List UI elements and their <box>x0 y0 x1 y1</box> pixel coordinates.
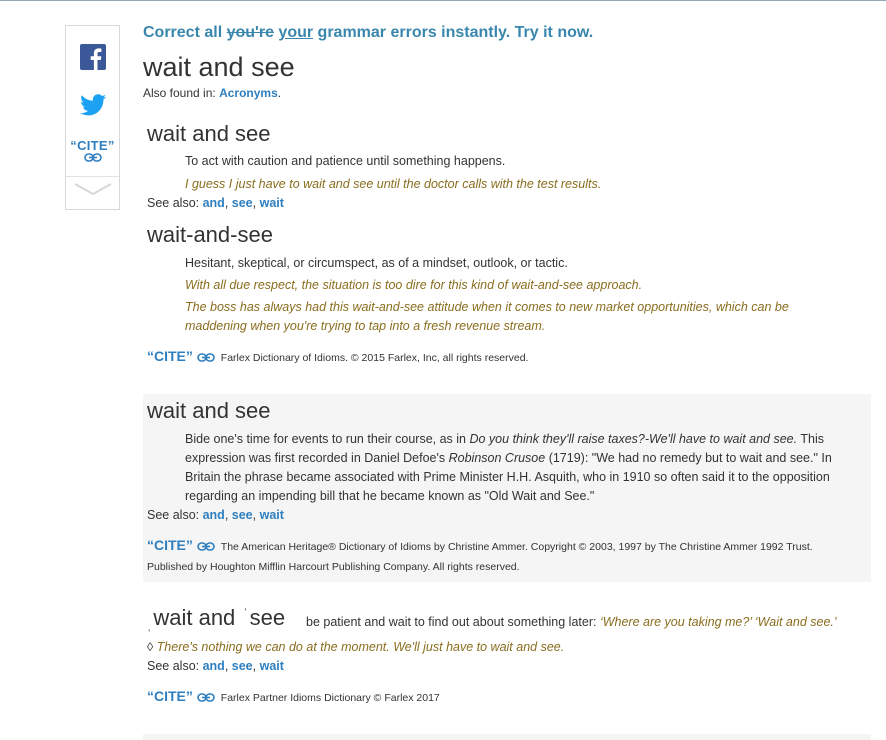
see-also: See also: and, see, wait <box>147 196 284 210</box>
twitter-share-button[interactable] <box>66 94 119 121</box>
facebook-share-button[interactable] <box>66 44 119 75</box>
definition-example: Do you think they'll raise taxes?-We'll have to wait and see. <box>469 432 798 446</box>
headword-part: see <box>249 605 286 630</box>
entry-example: There's nothing we can do at the moment. We'll just have to wait and see. <box>153 640 565 654</box>
see-also-link-see[interactable]: see <box>231 508 253 522</box>
definition-text: Bide one's time for events to run their course, as in <box>185 432 470 446</box>
book-title: Robinson Crusoe <box>448 451 546 465</box>
see-also-link-and[interactable]: and <box>202 196 225 210</box>
entry-example-line <box>147 638 847 657</box>
promo-strike-word: you're <box>226 24 274 41</box>
see-also-label: See also: <box>147 659 203 673</box>
entry-example: ‘Where are you taking me?’ ‘Wait and see.’ <box>599 615 837 629</box>
acronyms-link[interactable]: Acronyms <box>219 86 278 100</box>
promo-text: Correct all <box>143 24 227 41</box>
promo-underline-word: your <box>278 24 314 41</box>
entry-example: With all due respect, the situation is too dire for this kind of wait-and-see approach. <box>185 278 643 292</box>
source-text: The American Heritage® Dictionary of Idioms by Christine Ammer. Copyright © 2003, 1997 by The Christine Ammer 1992 Trust. Published by Houghton Mifflin Harcourt Publishing Company. All rights reserved. <box>147 541 813 573</box>
source-text: Farlex Partner Idioms Dictionary © Farlex 2017 <box>220 692 440 704</box>
sidebar-divider <box>66 176 119 177</box>
source-citation <box>147 686 440 708</box>
source-citation <box>147 535 857 577</box>
see-also-link-see[interactable]: see <box>231 196 253 210</box>
cite-link-label: “CITE” <box>147 537 193 553</box>
headword-part: wait and <box>153 605 236 630</box>
cite-link-label: “CITE” <box>147 688 193 704</box>
entry-definition: To act with caution and patience until something happens. <box>185 154 506 168</box>
cite-link[interactable] <box>147 688 219 704</box>
also-found-label: Also found in: <box>143 86 220 100</box>
cite-link[interactable] <box>147 537 219 553</box>
see-also: See also: and, see, wait <box>147 508 284 522</box>
link-icon <box>197 353 215 362</box>
see-also-label: See also: <box>147 196 203 210</box>
page-title: wait and see <box>143 52 295 82</box>
also-found-in <box>143 86 281 100</box>
share-sidebar <box>65 25 120 210</box>
bullet-mark: ◊ <box>147 640 154 654</box>
entry-definition <box>185 430 865 506</box>
promo-text-end: grammar errors instantly. Try it now. <box>313 24 594 41</box>
entry-headword: wait-and-see <box>147 222 273 247</box>
grammar-promo-link[interactable] <box>143 24 593 42</box>
see-also-link-wait[interactable]: wait <box>259 659 284 673</box>
definition-text: This expression was first recorded in Daniel Defoe's <box>185 432 824 465</box>
see-also-link-and[interactable]: and <box>202 659 225 673</box>
facebook-icon <box>80 44 106 70</box>
see-also-link-see[interactable]: see <box>231 659 253 673</box>
entry-definition <box>306 615 837 629</box>
see-also-link-wait[interactable]: wait <box>259 508 284 522</box>
link-icon <box>84 153 102 162</box>
source-citation <box>147 346 528 368</box>
next-section <box>143 734 871 740</box>
entry-definition: Hesitant, skeptical, or circumspect, as of a mindset, outlook, or tactic. <box>185 256 568 270</box>
stress-mark: ˈ <box>243 606 248 621</box>
cite-button[interactable] <box>66 138 119 162</box>
link-icon <box>197 693 215 702</box>
see-also-label: See also: <box>147 508 203 522</box>
entry-example: I guess I just have to wait and see until the doctor calls with the test results. <box>185 177 602 191</box>
also-found-period: . <box>277 86 282 100</box>
definition-text: (1719): "We had no remedy but to wait and see." In Britain the phrase became associated with Prime Minister H.H. Asquith, who in 1910 so often said it to the opposition regarding an impending bill that he became known as "Old Wait and See." <box>185 451 832 503</box>
cite-link[interactable] <box>147 348 219 364</box>
entry-headword-pronounced <box>147 605 285 632</box>
see-also: See also: and, see, wait <box>147 659 284 673</box>
see-also-link-and[interactable]: and <box>202 508 225 522</box>
chevron-down-icon <box>73 181 113 197</box>
link-icon <box>197 542 215 551</box>
cite-label: “CITE” <box>70 138 115 153</box>
top-border <box>0 0 886 1</box>
more-share-button[interactable] <box>66 181 119 202</box>
entry-example: The boss has always had this wait-and-see attitude when it comes to new market opportunities, which can be maddening when you're trying to tap into a fresh revenue stream. <box>185 300 789 333</box>
entry-headword: wait and see <box>147 121 271 146</box>
twitter-icon <box>80 94 106 116</box>
see-also-link-wait[interactable]: wait <box>259 196 284 210</box>
definition-text: be patient and wait to find out about something later: <box>306 615 600 629</box>
cite-link-label: “CITE” <box>147 348 193 364</box>
source-text: Farlex Dictionary of Idioms. © 2015 Farlex, Inc, all rights reserved. <box>220 352 529 364</box>
entry-headword: wait and see <box>147 398 271 423</box>
stress-mark: ˌ <box>147 617 152 632</box>
